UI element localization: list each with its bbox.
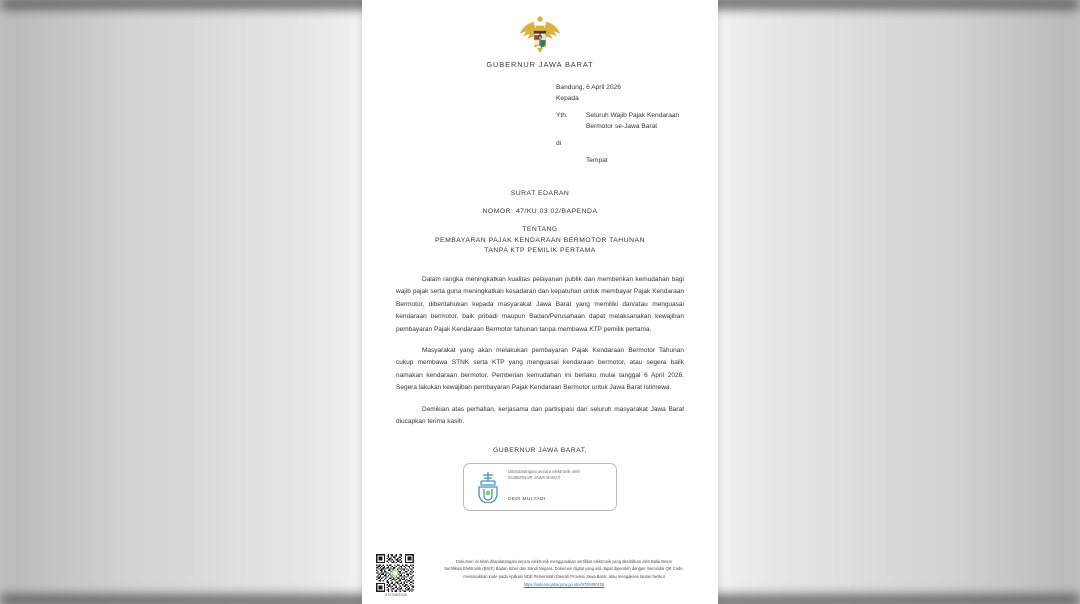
qr-code-area <box>376 554 416 597</box>
esign-line-2: GUBERNUR JAWA BARAT <box>508 475 561 481</box>
body-paragraph-3: Demikian atas perhatian, kerjasama dan partisipasi dari seluruh masyarakat Jawa Barat diucapkan terima kasih. <box>396 405 684 426</box>
esign-line-1: Ditandatangani secara elektronik oleh <box>508 468 580 474</box>
tempat-label: Tempat <box>586 157 608 165</box>
letter-content <box>362 0 718 511</box>
subject-line-1: PEMBAYARAN PAJAK KENDARAAN BERMOTOR TAHUNAN <box>435 236 645 244</box>
footer-note-line-1: Dokumen ini telah ditandatangani secara elektronik menggunakan sertifikat elektronik yang diterbitkan oleh Balai Besar <box>456 559 672 564</box>
document-kind: SURAT EDARAN <box>510 190 570 198</box>
footer-note-line-3: memasukkan kode pada Aplikasi NDE Pemerintah Daerah Provinsi Jawa Barat, atau mengakses tautan berikut <box>463 573 665 579</box>
recipient-line-1: Seluruh Wajib Pajak Kendaraan <box>586 112 680 120</box>
tentang-label: TENTANG <box>522 226 558 234</box>
body-paragraph-1: Dalam rangka meningkatkan kualitas pelayanan publik dan memberikan kemudahan bagi wajib pajak serta guna meningkatkan kesadaran dan kepatuhan untuk membayar Pajak Kendaraan Bermotor, diberitahukan kepada masyarakat Jawa Barat yang memiliki dan/atau menguasai kendaraan bermotor, baik pribadi maupun Badan/Perusahaan dapat melaksanakan kewajiban pembayaran Pajak Kendaraan Bermotor tahunan tanpa membawa KTP pemilik pertama. <box>396 275 684 333</box>
document-footer <box>362 554 718 597</box>
di-label: di <box>556 139 562 147</box>
letter-body <box>396 274 684 429</box>
garuda-pancasila-emblem <box>517 14 563 54</box>
yth-label: Yth. <box>556 112 568 120</box>
document-number: NOMOR: 47/KU.03.02/BAPENDA <box>482 208 598 216</box>
title-gap-1 <box>396 199 684 207</box>
bsre-logo-icon <box>471 469 505 505</box>
esign-heading <box>508 469 609 482</box>
letterhead <box>396 14 684 69</box>
signature-block <box>396 447 684 511</box>
recipient-row <box>556 111 684 132</box>
address-block <box>556 83 684 167</box>
document-page <box>362 0 718 604</box>
footer-disclaimer <box>424 554 704 588</box>
subject-line-2: TANPA KTP PEMILIK PERTAMA <box>484 247 596 255</box>
qr-code-caption: 0723482430 <box>385 593 407 597</box>
signer-name: DEDI MULYADI <box>508 496 546 502</box>
title-gap-2 <box>396 217 684 225</box>
body-paragraph-2: Masyarakat yang akan melakukan pembayaran Pajak Kendaraan Bermotor Tahunan cukup membawa STNK serta KTP yang menguasai kendaraan bermotor, atau segera balik namakan kendaraan bermotor. Pemberian kemudahan ini berlaku mulai tanggal 6 April 2026. Segera lakukan kewajiban pembayaran Pajak Kendaraan Bermotor untuk Jawa Barat Istimewa. <box>396 347 684 392</box>
place-and-date: Bandung, 6 April 2026 <box>556 84 621 91</box>
title-block <box>396 189 684 257</box>
letterhead-title: GUBERNUR JAWA BARAT <box>486 60 594 69</box>
kepada-label: Kepada <box>556 94 579 102</box>
footer-note-line-2: Sertifikasi Elektronik (BSrE) Badan Siber dan Sandi Negara. Dokumen digital yang asli dapat diperoleh dengan memindai QR Code, <box>444 566 684 572</box>
recipient-lines <box>586 111 684 132</box>
recipient-line-2: Bermotor se-Jawa Barat <box>586 123 658 131</box>
verification-url-link[interactable]: https://sidoara.jabarprov.go.id/v/9703490108 <box>523 581 605 587</box>
electronic-signature-text <box>505 469 609 505</box>
signature-title: GUBERNUR JAWA BARAT, <box>493 446 587 454</box>
qr-code-icon[interactable] <box>376 554 414 592</box>
electronic-signature-stamp <box>463 463 617 511</box>
address-spacer <box>556 104 684 111</box>
